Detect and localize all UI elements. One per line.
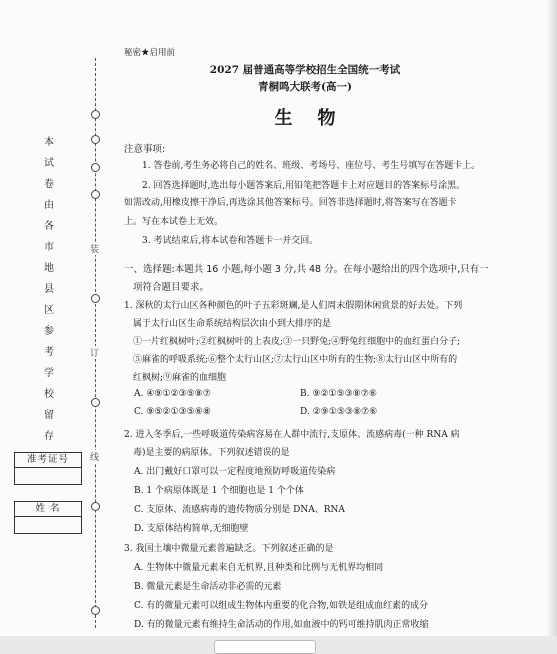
- question-2-stem: 毒)是主要的病原体。下列叙述错误的是: [133, 448, 290, 458]
- side-char: 区: [44, 305, 54, 316]
- binding-hole: [91, 190, 100, 199]
- page-navigator[interactable]: [214, 640, 316, 654]
- question-3-option-c: C. 有的微量元素可以组成生物体内重要的化合物,如铁是组成血红素的成分: [134, 601, 429, 611]
- ticket-number-box: [14, 452, 82, 485]
- question-1-stem: 1. 深秋的太行山区各种颜色的叶子五彩斑斓,是人们周末假期休闲赏景的好去处。下列: [124, 301, 463, 311]
- note-line: 3. 考试结束后,将本试卷和答题卡一并交回。: [142, 236, 319, 246]
- question-2-option-b: B. 1 个病原体既是 1 个细胞也是 1 个个体: [134, 486, 304, 496]
- section-header-cont: 项符合题目要求。: [133, 282, 210, 293]
- question-1-option-a: A. ④⑨①②③⑤⑧⑦: [134, 389, 211, 399]
- question-1-stem: 属于太行山区生命系统结构层次由小到大排序的是: [133, 319, 332, 329]
- side-char: 学: [44, 368, 54, 379]
- side-char: 试: [44, 158, 54, 169]
- binding-hole: [91, 398, 100, 407]
- side-char: 参: [44, 326, 54, 337]
- note-line: 如需改动,用橡皮擦干净后,再选涂其他答案标号。回答非选择题时,将答案写在答题卡: [124, 198, 457, 208]
- question-1-option-c: C. ⑨⑤②①③⑤⑥⑧: [134, 407, 211, 417]
- confidential-label: 秘密★启用前: [124, 48, 176, 58]
- note-line: 2. 回答选择题时,选出每小题答案后,用铅笔把答题卡上对应题目的答案标号涂黑。: [142, 181, 466, 191]
- note-line: 1. 答卷前,考生务必将自己的姓名、班级、考场号、座位号、考生号填写在答题卡上。: [142, 161, 481, 171]
- exam-subtitle: 青桐鸣大联考(高一): [258, 81, 352, 93]
- binding-hole: [91, 606, 100, 615]
- side-char: 留: [44, 410, 54, 421]
- question-2-stem: 2. 进入冬季后,一些呼吸道传染病容易在人群中流行,支原体、流感病毒(一种 RNA 病: [124, 430, 460, 440]
- side-char: 地: [44, 263, 54, 274]
- notes-heading: 注意事项:: [124, 144, 166, 155]
- name-field: [15, 517, 81, 533]
- question-3-option-a: A. 生物体中微量元素来自无机界,且种类和比例与无机界均相同: [134, 563, 384, 573]
- side-char: 校: [44, 389, 54, 400]
- side-notice: [43, 132, 55, 447]
- side-char: 由: [44, 200, 54, 211]
- name-box: [14, 501, 82, 534]
- name-label: 姓 名: [15, 502, 81, 517]
- question-2-option-a: A. 出门戴好口罩可以一定程度地预防呼吸道传染病: [134, 467, 336, 477]
- note-line: 上。写在本试卷上无效。: [124, 217, 224, 227]
- ticket-number-field: [15, 468, 81, 484]
- subject-title: 生 物: [274, 108, 336, 129]
- side-char: 各: [44, 221, 54, 232]
- binding-mark: 订: [90, 346, 99, 359]
- side-char: 县: [44, 284, 54, 295]
- question-3-stem: 3. 我国土壤中微量元素普遍缺乏。下列叙述正确的是: [124, 544, 334, 554]
- page-edge-shadow: [547, 0, 557, 636]
- question-2-option-c: C. 支原体、流感病毒的遗传物质分别是 DNA、RNA: [134, 505, 345, 515]
- binding-hole: [91, 294, 100, 303]
- question-1-stem: 红枫树;⑨麻雀的血细胞: [133, 373, 227, 383]
- question-1-stem: ⑤麻雀的呼吸系统;⑥整个太行山区;⑦太行山区中所有的生物;⑧太行山区中所有的: [133, 355, 458, 365]
- side-char: 考: [44, 347, 54, 358]
- question-1-option-d: D. ②⑨①⑤③⑧⑦⑥: [300, 407, 378, 417]
- exam-title: 2027 届普通高等学校招生全国统一考试: [209, 64, 401, 76]
- question-1-stem: ①一片红枫树叶;②红枫树叶的上表皮;③一只野兔;④野兔红细胞中的血红蛋白分子;: [133, 337, 461, 347]
- ticket-number-label: 准考证号: [15, 453, 81, 468]
- binding-hole: [91, 110, 100, 119]
- question-3-option-d: D. 有的微量元素有维持生命活动的作用,如血液中的钙可维持肌肉正常收缩: [134, 620, 429, 630]
- binding-hole: [91, 502, 100, 511]
- question-1-option-b: B. ⑨②①⑤③⑧⑦⑥: [300, 389, 377, 399]
- section-header: 一、选择题:本题共 16 小题,每小题 3 分,共 48 分。在每小题给出的四个选项中,只有一: [124, 264, 489, 275]
- binding-mark: 线: [90, 450, 99, 463]
- question-3-option-b: B. 微量元素是生命活动非必需的元素: [134, 582, 282, 592]
- binding-mark: 装: [90, 242, 99, 255]
- side-char: 本: [44, 137, 54, 148]
- side-char: 卷: [44, 179, 54, 190]
- side-char: 存: [44, 431, 54, 442]
- binding-hole: [91, 163, 100, 172]
- side-char: 市: [44, 242, 54, 253]
- question-2-option-d: D. 支原体结构简单,无细胞壁: [134, 524, 249, 534]
- binding-hole: [91, 135, 100, 144]
